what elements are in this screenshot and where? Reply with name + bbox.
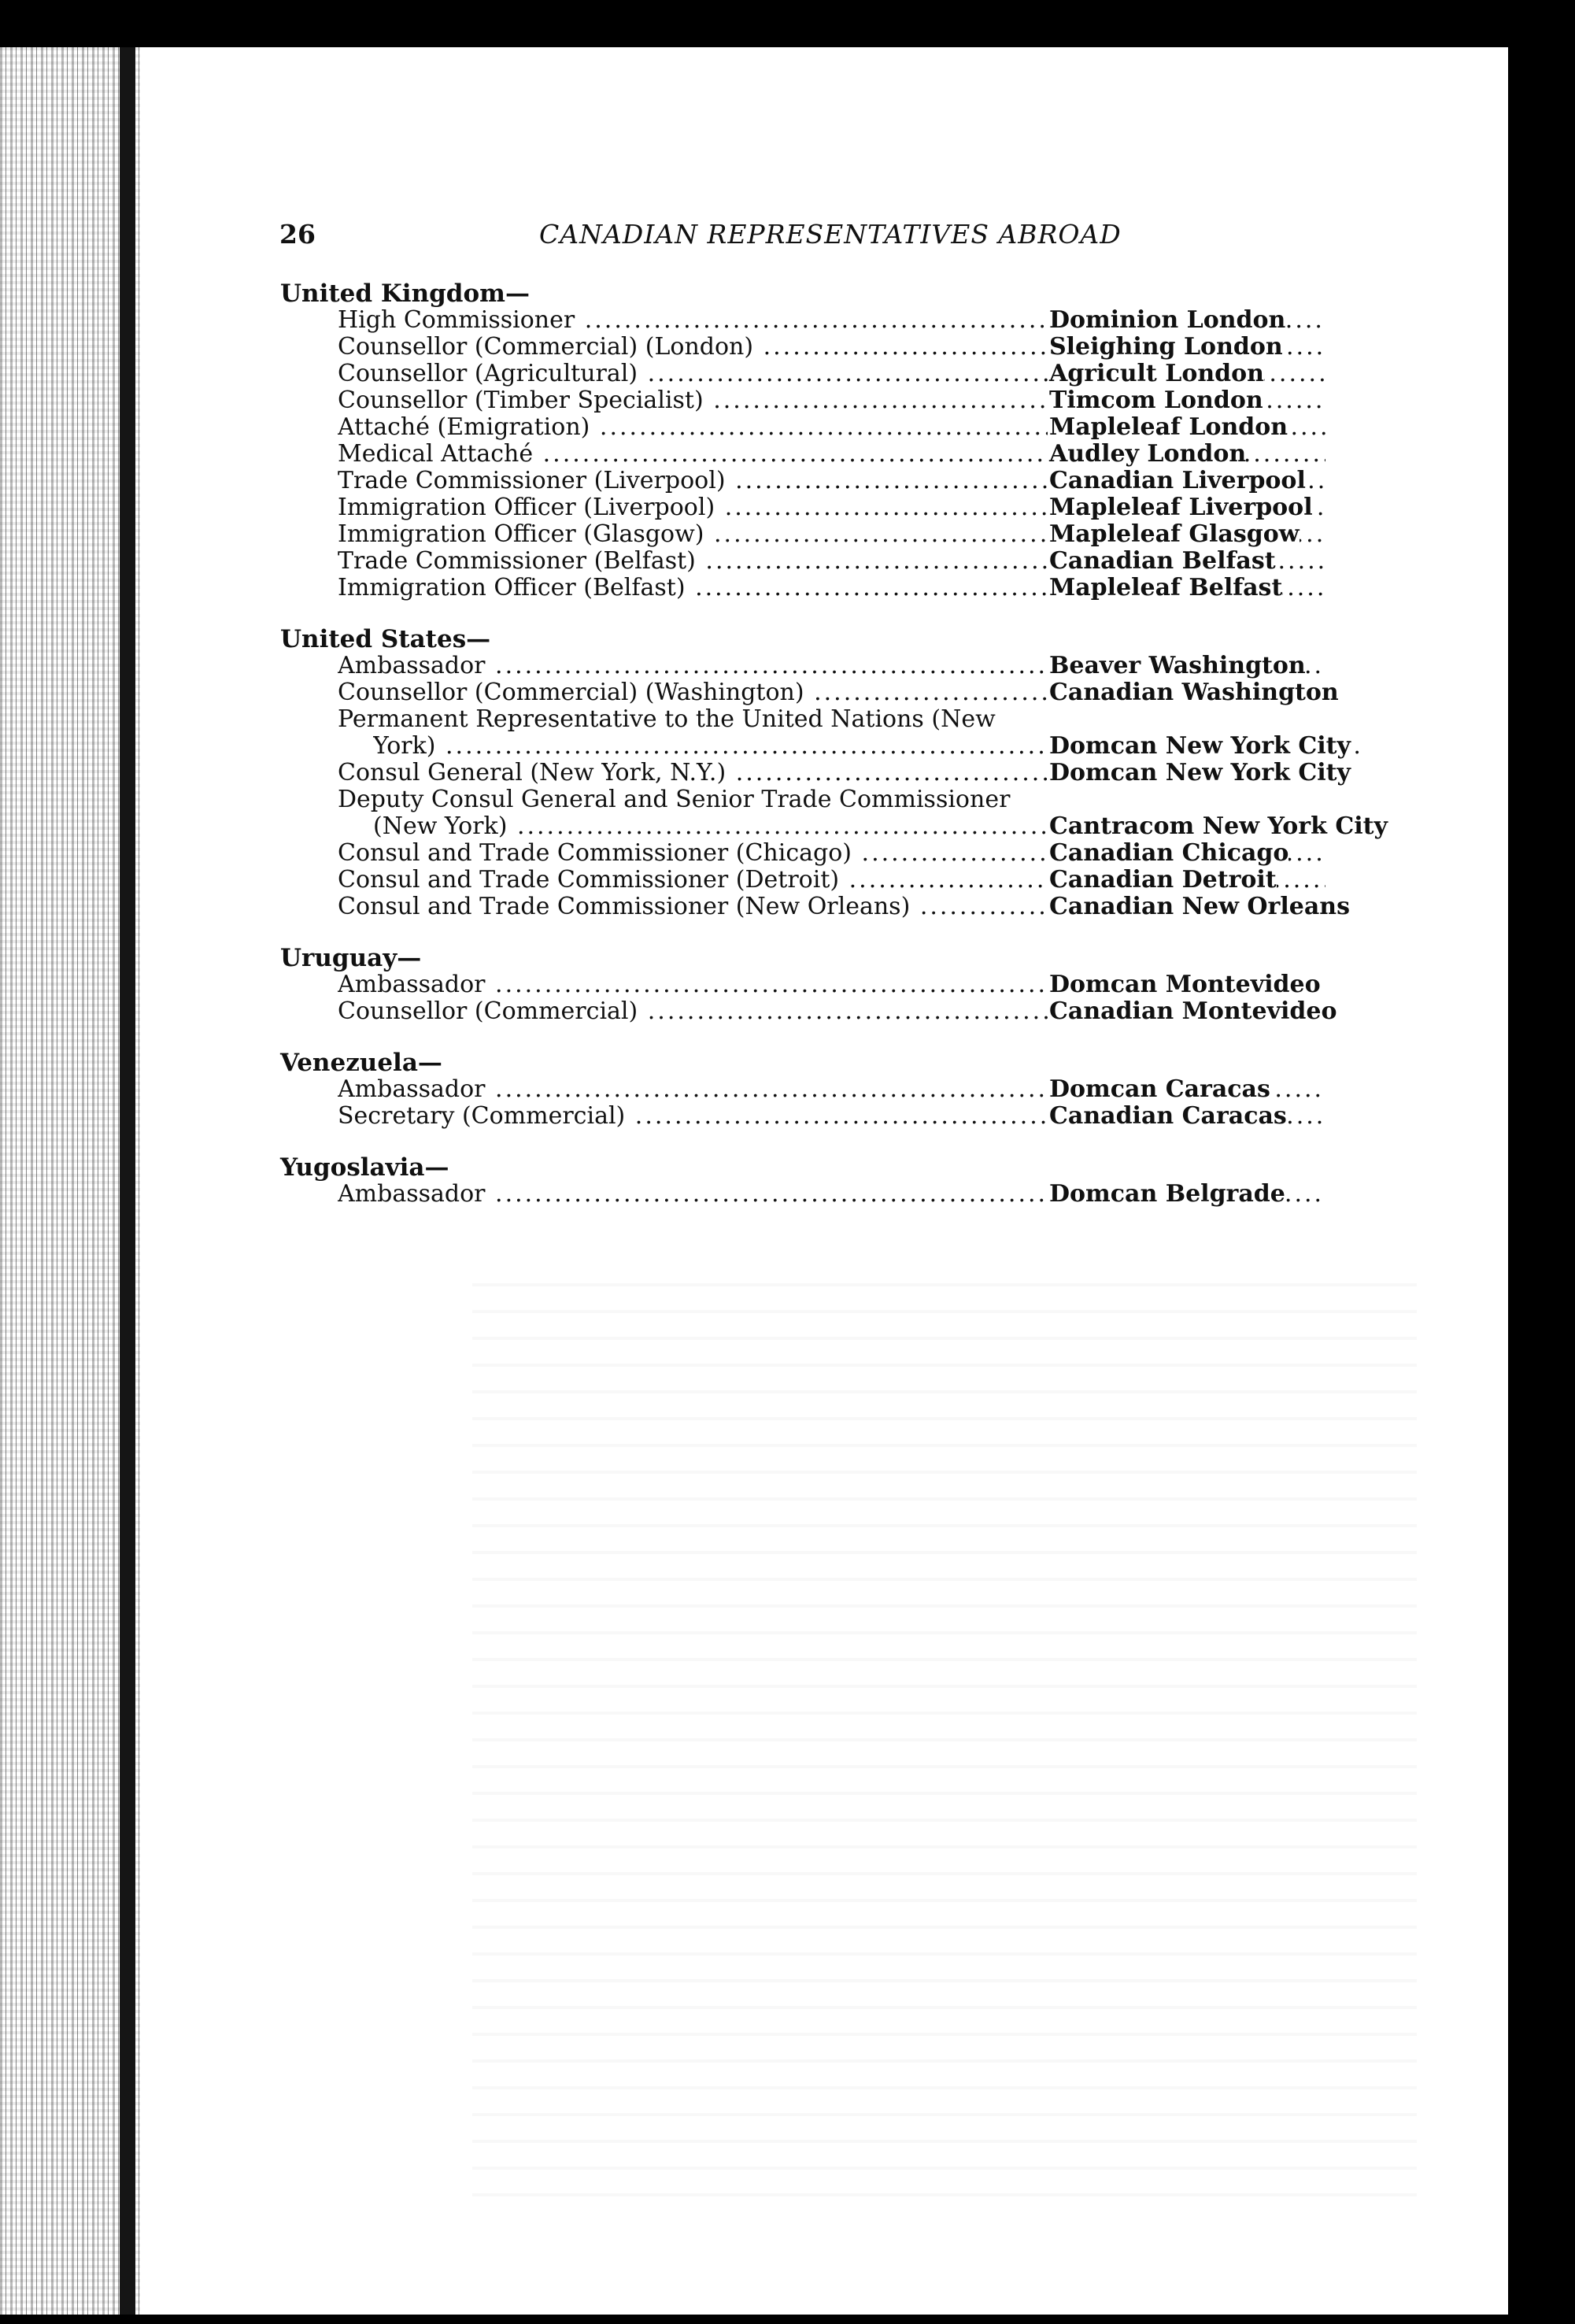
entry-row xyxy=(280,840,1414,867)
country-section xyxy=(280,626,1414,920)
position-title: Secretary (Commercial) ..... xyxy=(338,1103,1325,1130)
cable-address: Canadian Montevideo xyxy=(1049,997,1337,1025)
position-title: Consul and Trade Commissioner (New Orleans) ..... xyxy=(338,894,1325,920)
country-section xyxy=(280,1154,1414,1208)
position-title: Ambassador ..... xyxy=(338,1181,1325,1208)
cable-address: Dominion London xyxy=(1049,306,1286,334)
page-number: 26 xyxy=(279,219,316,250)
cable-address: Canadian Washington xyxy=(1049,679,1339,706)
position-title: Counsellor (Commercial) ..... xyxy=(338,998,1325,1025)
cable-address: Beaver Washington xyxy=(1049,652,1306,679)
position-title: Counsellor (Agricultural) ..... xyxy=(338,361,1325,387)
position-title: Immigration Officer (Glasgow) ..... xyxy=(338,521,1325,548)
entry-row xyxy=(280,307,1414,334)
cable-address: Canadian Belfast xyxy=(1049,547,1276,575)
cable-address: Domcan New York City xyxy=(1049,732,1351,760)
directory-listing xyxy=(280,280,1414,1232)
cable-address: Canadian New Orleans xyxy=(1049,893,1350,920)
cable-address: Domcan Belgrade xyxy=(1049,1180,1285,1208)
cable-address: Canadian Chicago xyxy=(1049,839,1289,867)
gutter-bar xyxy=(120,47,135,2315)
position-title: Consul and Trade Commissioner (Detroit) ..... xyxy=(338,867,1325,894)
entry-row xyxy=(280,548,1414,575)
entry-row xyxy=(280,760,1414,786)
country-heading: Uruguay— xyxy=(280,944,422,972)
position-title: Ambassador ..... xyxy=(338,653,1325,679)
position-title: Ambassador ..... xyxy=(338,1076,1325,1103)
entry-row xyxy=(280,361,1414,387)
position-title: Medical Attaché ..... xyxy=(338,441,1325,468)
position-title-line: Deputy Consul General and Senior Trade Commissioner xyxy=(338,786,1011,813)
position-title: Counsellor (Commercial) (London) ..... xyxy=(338,334,1325,361)
entry-row-continued xyxy=(280,786,1414,813)
entry-row xyxy=(280,1076,1414,1103)
entry-row xyxy=(280,733,1414,760)
position-title: Ambassador ..... xyxy=(338,971,1325,998)
position-title: York) ..... xyxy=(373,733,1361,760)
cable-address: Canadian Liverpool xyxy=(1049,467,1306,494)
position-title: Consul and Trade Commissioner (Chicago) ..... xyxy=(338,840,1325,867)
entry-row xyxy=(280,867,1414,894)
entry-row xyxy=(280,679,1414,706)
running-title: CANADIAN REPRESENTATIVES ABROAD xyxy=(539,219,1122,250)
position-title: Attaché (Emigration) ..... xyxy=(338,414,1325,441)
country-heading: United States— xyxy=(280,625,491,653)
position-title: (New York) ..... xyxy=(373,813,1361,840)
position-title: Counsellor (Timber Specialist) ..... xyxy=(338,387,1325,414)
cable-address: Canadian Caracas xyxy=(1049,1102,1287,1130)
position-title: Immigration Officer (Liverpool) ..... xyxy=(338,494,1325,521)
cable-address: Sleighing London xyxy=(1049,333,1283,361)
cable-address: Agricult London xyxy=(1049,360,1264,387)
country-section xyxy=(280,945,1414,1025)
cable-address: Domcan New York City xyxy=(1049,759,1351,786)
position-title: Immigration Officer (Belfast) ..... xyxy=(338,575,1325,601)
cable-address: Domcan Caracas xyxy=(1049,1075,1270,1103)
document-page xyxy=(0,47,1535,2315)
entry-row xyxy=(280,1181,1414,1208)
entry-row xyxy=(280,575,1414,601)
entry-row xyxy=(280,971,1414,998)
country-heading: Venezuela— xyxy=(280,1049,442,1077)
cable-address: Canadian Detroit xyxy=(1049,866,1277,894)
country-section xyxy=(280,280,1414,601)
cable-address: Cantracom New York City xyxy=(1049,812,1388,840)
position-title: Counsellor (Commercial) (Washington) ..... xyxy=(338,679,1325,706)
bleed-through-text xyxy=(472,1275,1417,2220)
entry-row xyxy=(280,441,1414,468)
country-heading: United Kingdom— xyxy=(280,279,530,308)
cable-address: Mapleleaf London xyxy=(1049,413,1288,441)
entry-row-continued xyxy=(280,706,1414,733)
position-title: Consul General (New York, N.Y.) ..... xyxy=(338,760,1325,786)
country-heading: Yugoslavia— xyxy=(280,1153,449,1182)
position-title: High Commissioner ..... xyxy=(338,307,1325,334)
entry-row xyxy=(280,998,1414,1025)
entry-row xyxy=(280,414,1414,441)
entry-row xyxy=(280,387,1414,414)
entry-row xyxy=(280,894,1414,920)
cable-address: Mapleleaf Glasgow xyxy=(1049,520,1300,548)
position-title-line: Permanent Representative to the United Nations (New xyxy=(338,705,996,733)
cable-address: Domcan Montevideo xyxy=(1049,971,1321,998)
entry-row xyxy=(280,653,1414,679)
page-edge-shadow xyxy=(1508,47,1535,2315)
cable-address: Mapleleaf Belfast xyxy=(1049,574,1283,601)
cable-address: Audley London xyxy=(1049,440,1247,468)
cable-address: Timcom London xyxy=(1049,387,1263,414)
entry-row xyxy=(280,1103,1414,1130)
entry-row xyxy=(280,521,1414,548)
entry-row xyxy=(280,334,1414,361)
position-title: Trade Commissioner (Belfast) ..... xyxy=(338,548,1325,575)
position-title: Trade Commissioner (Liverpool) ..... xyxy=(338,468,1325,494)
country-section xyxy=(280,1049,1414,1130)
entry-row xyxy=(280,494,1414,521)
cable-address: Mapleleaf Liverpool xyxy=(1049,494,1313,521)
entry-row xyxy=(280,813,1414,840)
entry-row xyxy=(280,468,1414,494)
